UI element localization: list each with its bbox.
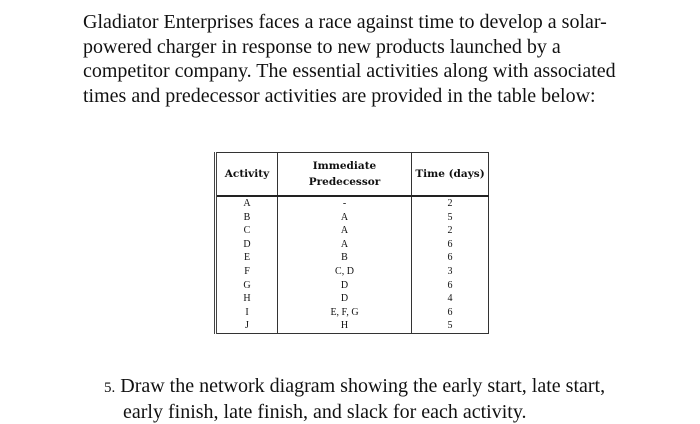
cell-activity: G — [216, 279, 278, 293]
cell-predecessor: B — [278, 251, 412, 265]
cell-time: 4 — [412, 292, 489, 306]
cell-activity: J — [216, 319, 278, 333]
table-header-row — [216, 153, 489, 197]
cell-activity: C — [216, 224, 278, 238]
cell-activity: E — [216, 251, 278, 265]
cell-time: 6 — [412, 279, 489, 293]
header-activity: Activity — [216, 153, 278, 197]
table-row — [216, 265, 489, 279]
table-row — [216, 279, 489, 293]
header-time: Time (days) — [412, 153, 489, 197]
table-row — [216, 306, 489, 320]
question-line1: Draw the network diagram showing the early start, late start, — [120, 375, 606, 397]
cell-predecessor: A — [278, 224, 412, 238]
cell-predecessor: C, D — [278, 265, 412, 279]
cell-activity: B — [216, 211, 278, 225]
cell-time: 3 — [412, 265, 489, 279]
cell-activity: H — [216, 292, 278, 306]
cell-activity: D — [216, 238, 278, 252]
header-predecessor-line2: Predecessor — [308, 176, 381, 188]
cell-time: 2 — [412, 196, 489, 211]
table-row — [216, 251, 489, 265]
cell-predecessor: D — [278, 292, 412, 306]
header-predecessor — [278, 153, 412, 197]
cell-time: 6 — [412, 251, 489, 265]
problem-intro: Gladiator Enterprises faces a race against time to develop a solar-powered charger in response to new products launched by a competitor company. The essential activities along with associated times and predecessor activities are provided in the table below: — [83, 11, 616, 107]
table-row — [216, 319, 489, 333]
table-row — [216, 238, 489, 252]
cell-predecessor: E, F, G — [278, 306, 412, 320]
cell-time: 2 — [412, 224, 489, 238]
cell-predecessor: - — [278, 196, 412, 211]
question-5 — [104, 374, 605, 424]
cell-time: 6 — [412, 306, 489, 320]
cell-predecessor: A — [278, 238, 412, 252]
activity-table — [214, 152, 489, 334]
table-row — [216, 196, 489, 211]
table-row — [216, 292, 489, 306]
cell-predecessor: H — [278, 319, 412, 333]
cell-predecessor: D — [278, 279, 412, 293]
question-number: 5. — [104, 380, 116, 396]
question-line2: early finish, late finish, and slack for each activity. — [123, 401, 527, 423]
cell-predecessor: A — [278, 211, 412, 225]
cell-time: 5 — [412, 319, 489, 333]
cell-time: 6 — [412, 238, 489, 252]
cell-time: 5 — [412, 211, 489, 225]
header-predecessor-line1: Immediate — [312, 160, 377, 172]
cell-activity: I — [216, 306, 278, 320]
table-row — [216, 224, 489, 238]
table-row — [216, 211, 489, 225]
cell-activity: F — [216, 265, 278, 279]
cell-activity: A — [216, 196, 278, 211]
